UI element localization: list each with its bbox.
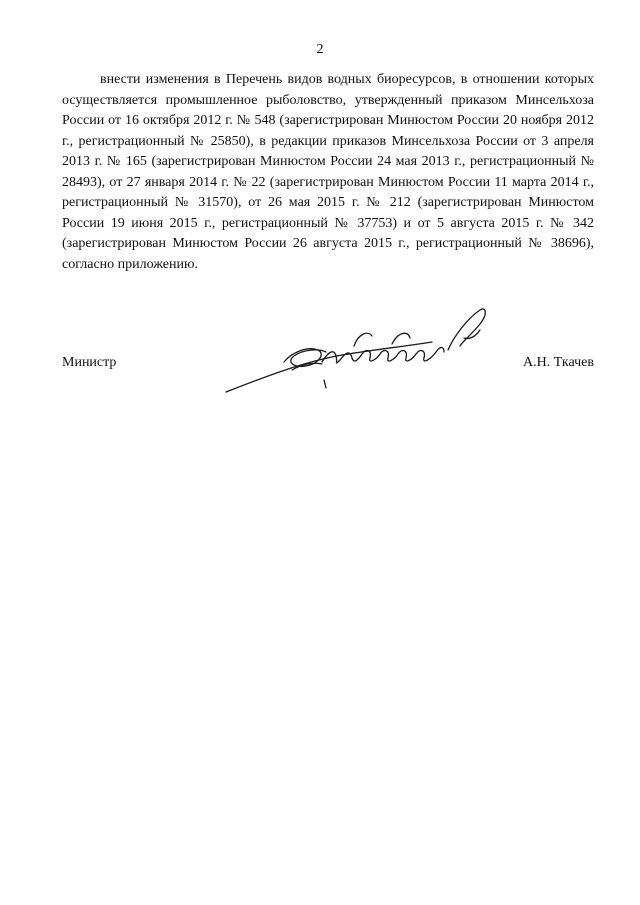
position-title: Министр bbox=[62, 355, 117, 370]
signatory-name: А.Н. Ткачев bbox=[522, 355, 594, 370]
body-paragraph: внести изменения в Перечень видов водных биоресурсов, в отношении которых осуществляется промышленное рыболовство, утвержденный приказом Минсельхоза России от 16 октября 2012 г. № 548 (зарегистрирован Минюстом России 20 ноября 2012 г., регистрационный № 25850), в редакции приказов Минсельхоза России от 3 апреля 2013 г. № 165 (зарегистрирован Минюстом России 24 мая 2013 г., регистрационный № 28493), от 27 января 2014 г. № 22 (зарегистрирован Минюстом России 11 марта 2014 г., регистрационный № 31570), от 26 мая 2015 г. № 212 (зарегистрирован Минюстом России 19 июня 2015 г., регистрационный № 37753) и от 5 августа 2015 г. № 342 (зарегистрирован Минюстом России 26 августа 2015 г., регистрационный № 38696), согласно приложению. bbox=[62, 72, 594, 272]
signature-block bbox=[62, 355, 594, 375]
page-number: 2 bbox=[316, 42, 324, 57]
handwritten-signature bbox=[222, 300, 502, 400]
